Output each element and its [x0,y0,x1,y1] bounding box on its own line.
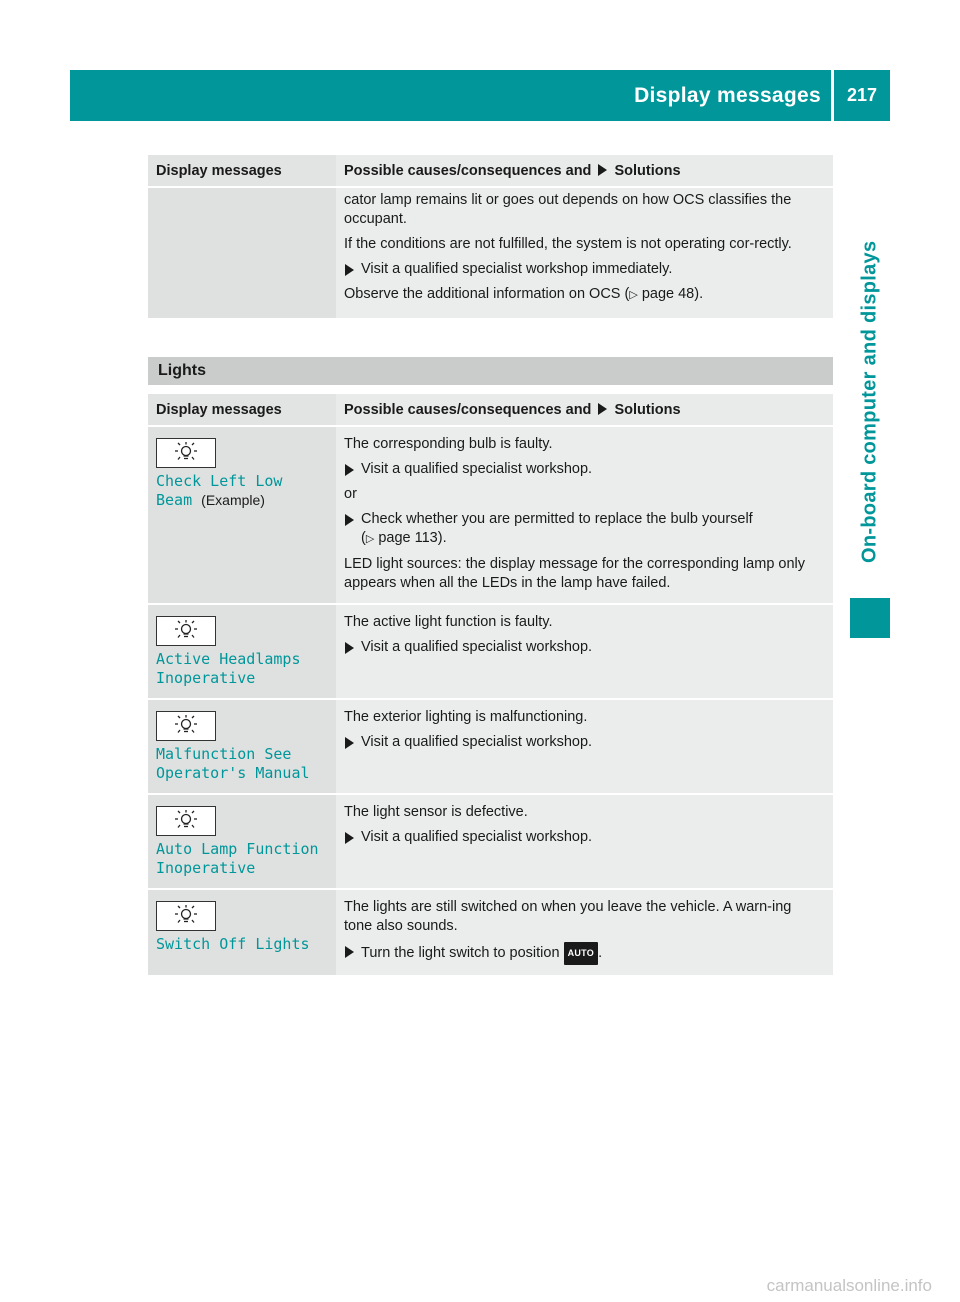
cause-text: The lights are still switched on when you leave the vehicle. A warn-ing tone also sounds. [344,899,792,934]
solution-text-end: . [598,945,603,961]
solution-step [344,638,821,657]
page-reference-link[interactable]: page 48 [641,286,695,302]
message-line: Malfunction See [156,745,292,763]
causes-solutions-cell [336,889,833,976]
example-note: (Example) [201,492,265,508]
causes-solutions-cell [336,426,833,604]
solution-text: Visit a qualified specialist workshop immediately. [361,261,673,277]
solution-step [344,942,821,965]
cause-text: The light sensor is defective. [344,804,528,820]
header-causes-text: Possible causes/consequences and [344,401,592,418]
arrow-bullet-icon [598,164,607,176]
table-row [148,699,833,794]
side-chapter-label: On-board computer and displays [858,240,881,563]
arrow-bullet-icon [345,464,354,476]
display-message-cell [148,604,336,699]
bulb-warning-icon [156,438,216,468]
cause-text: The exterior lighting is malfunctioning. [344,709,588,725]
solution-step [344,460,821,479]
display-message-text [156,935,328,954]
solution-text: Visit a qualified specialist workshop. [361,461,593,477]
solution-step [344,828,821,847]
arrow-bullet-icon [598,403,607,415]
solution-step [344,260,821,279]
causes-solutions-cell [336,699,833,794]
text-paragraph [344,285,821,305]
table-header-row [148,155,833,187]
message-line: Auto Lamp Function [156,840,319,858]
section-heading-bar [148,357,833,385]
display-message-cell [148,426,336,604]
lights-table [148,394,833,977]
side-chapter-tab [850,126,890,586]
arrow-bullet-icon [345,832,354,844]
ref-text: Observe the additional information on OCS ( [344,286,630,302]
header-causes-solutions [336,155,833,187]
arrow-bullet-icon [345,946,354,958]
message-line: Inoperative [156,669,256,687]
message-line: Check Left Low [156,472,283,490]
header-causes-text: Possible causes/consequences and [344,162,592,179]
display-message-text [156,650,328,688]
table-header-row [148,394,833,426]
side-chapter-marker [850,598,890,638]
solution-step: Check whether you are permitted to replace the bulb yourself (▷ page 113). [344,510,821,549]
text-paragraph: cator lamp remains lit or goes out depends on how OCS classifies the occupant. [344,192,792,227]
ref-text-end: ). [694,286,704,302]
solution-text: Turn the light switch to position [361,945,560,961]
page-header [70,70,890,121]
solution-text: Visit a qualified specialist workshop. [361,829,593,845]
cause-text: The corresponding bulb is faulty. [344,436,553,452]
or-text: or [344,486,357,502]
header-solutions-text: Solutions [614,401,681,418]
arrow-bullet-icon [345,737,354,749]
bulb-warning-icon [156,711,216,741]
page-number: 217 [846,85,878,105]
page-reference-icon: ▷ [629,289,638,301]
page-reference-link[interactable]: page 113 [378,530,438,546]
display-message-cell [148,699,336,794]
bulb-warning-icon [156,616,216,646]
bulb-warning-icon [156,901,216,931]
table-row [148,187,833,319]
arrow-bullet-icon [345,642,354,654]
header-display-messages: Display messages [148,394,336,426]
watermark: carmanualsonline.info [766,1276,932,1295]
text-paragraph: If the conditions are not fulfilled, the system is not operating cor-rectly. [344,236,792,252]
causes-solutions-cell [336,187,833,319]
message-line: Beam [156,491,193,509]
message-line: Active Headlamps [156,650,301,668]
continued-table [148,155,833,320]
table-row [148,604,833,699]
display-message-text [156,472,328,510]
arrow-bullet-icon [345,514,354,526]
display-message-cell [148,889,336,976]
display-message-text [156,745,328,783]
display-message-text [156,840,328,878]
header-display-messages: Display messages [148,155,336,187]
header-title: Display messages [634,84,821,107]
display-message-cell [148,794,336,889]
message-line: Switch Off Lights [156,935,310,953]
message-line: Inoperative [156,859,256,877]
display-message-cell [148,187,336,319]
cause-text: The active light function is faulty. [344,614,553,630]
message-line: Operator's Manual [156,764,310,782]
table-row [148,426,833,604]
section-title: Lights [158,362,206,379]
causes-solutions-cell [336,794,833,889]
solution-step [344,733,821,752]
note-text: LED light sources: the display message for the corresponding lamp only appears when all the LEDs in the lamp have failed. [344,556,806,591]
table-row [148,889,833,976]
header-solutions-text: Solutions [614,162,681,179]
header-causes-solutions [336,394,833,426]
causes-solutions-cell [336,604,833,699]
arrow-bullet-icon [345,264,354,276]
page-reference-icon: ▷ [365,533,375,545]
solution-text: Visit a qualified specialist workshop. [361,734,593,750]
table-row [148,794,833,889]
solution-text: Check whether you are permitted to replace the bulb yourself [361,511,753,527]
solution-text: Visit a qualified specialist workshop. [361,639,593,655]
auto-switch-icon: AUTO [564,942,599,965]
bulb-warning-icon [156,806,216,836]
